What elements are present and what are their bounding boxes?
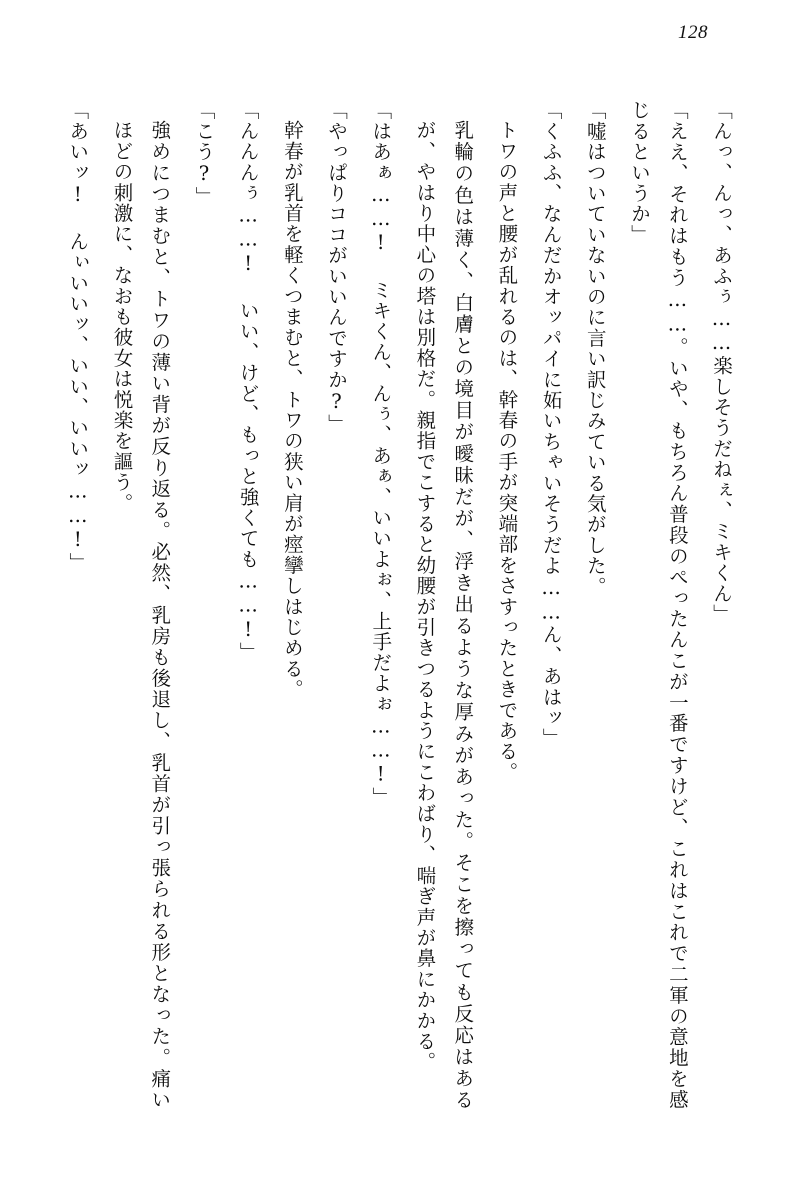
page-number: 128 <box>678 22 708 43</box>
paragraph: 「あいッ! んぃいいッ、いい、いいッ……!」 <box>66 100 90 573</box>
paragraph: 「やっぱりココがいいんですか?」 <box>325 100 349 435</box>
paragraph: 強めにつまむと、トワの薄い背が反り返る。必然、乳房も後退し、乳首が引っ張られる形となった。痛いほどの刺激に、なおも彼女は悦楽を謳う。 <box>110 120 172 1110</box>
paragraph: 「ええ、それはもう……。いや、もちろん普段のぺったんこが一番ですけど、これはこれで二軍の意地を感じるというか」 <box>627 100 689 1110</box>
paragraph: 「んんんぅ……! いい、けど、もっと強くても……!」 <box>236 100 260 663</box>
paragraph: 幹春が乳首を軽くつまむと、トワの狭い肩が痙攣しはじめる。 <box>280 120 304 700</box>
paragraph: 「はあぁ……! ミキくん、んぅ、あぁ、いいよぉ、上手だよぉ……!」 <box>369 100 393 808</box>
paragraph: 「こう?」 <box>192 100 216 207</box>
paragraph: 「んっ、んっ、あふぅ……楽しそうだねぇ、ミキくん」 <box>710 100 733 625</box>
paragraph: 「くふふ、なんだかオッパイに妬いちゃいそうだよ……ん、あはッ」 <box>539 100 563 749</box>
paragraph: トワの声と腰が乱れるのは、幹春の手が突端部をさすったときである。 <box>495 120 519 783</box>
paragraph: 乳輪の色は薄く、白膚との境目が曖昧だが、浮き出るような厚みがあった。そこを擦っても反応はあるが、やはり中心の塔は別格だ。親指でこすると幼腰が引きつるようにこわばり、喘ぎ声が鼻にかかる。 <box>413 120 475 1110</box>
page-text-body <box>52 100 740 1110</box>
paragraph: 「嘘はついていないのに言い訳じみている気がした。 <box>583 100 607 597</box>
